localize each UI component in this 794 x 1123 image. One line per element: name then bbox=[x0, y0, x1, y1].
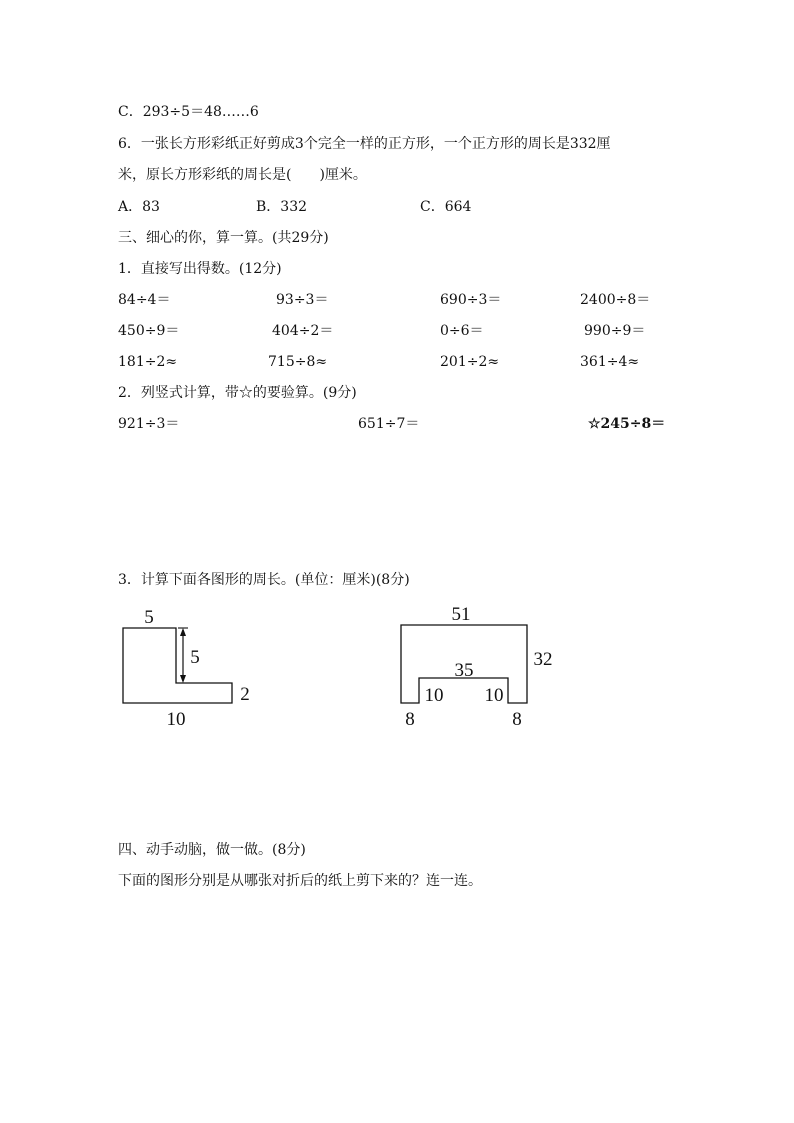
l-shape-outline bbox=[123, 628, 232, 703]
calc-item: 0÷6＝ bbox=[440, 323, 484, 339]
fig2-label-top: 51 bbox=[451, 604, 471, 625]
vertical-calc-item: 651÷7＝ bbox=[358, 416, 420, 432]
fig2-label-inner-left: 10 bbox=[424, 685, 444, 706]
fig1-label-right: 2 bbox=[240, 684, 250, 705]
calc-item: 450÷9＝ bbox=[118, 323, 180, 339]
q6-text-line1: 6．一张长方形彩纸正好剪成3个完全一样的正方形，一个正方形的周长是332厘 bbox=[118, 136, 611, 152]
calc-item: 2400÷8＝ bbox=[580, 292, 651, 308]
fig1-label-top: 5 bbox=[144, 607, 154, 628]
vertical-calc-item: 921÷3＝ bbox=[118, 416, 180, 432]
q6-text-line2: 米，原长方形彩纸的周长是( )厘米。 bbox=[118, 167, 367, 183]
q6-option-c: C．664 bbox=[420, 199, 472, 215]
part1-title: 1．直接写出得数。(12分) bbox=[118, 261, 282, 277]
fig1-label-step: 5 bbox=[190, 647, 200, 668]
calc-item: 201÷2≈ bbox=[440, 354, 500, 370]
part3-title: 3．计算下面各图形的周长。(单位：厘米)(8分) bbox=[118, 572, 410, 588]
calc-item: 93÷3＝ bbox=[276, 292, 329, 308]
part2-title: 2．列竖式计算，带☆的要验算。(9分) bbox=[118, 385, 357, 401]
q6-option-a: A．83 bbox=[118, 199, 160, 215]
figure-l-shape bbox=[0, 595, 794, 795]
q5-option-c: C．293÷5＝48……6 bbox=[118, 104, 259, 120]
calc-item: 690÷3＝ bbox=[440, 292, 502, 308]
calc-item: 715÷8≈ bbox=[268, 354, 328, 370]
q6-option-b: B．332 bbox=[256, 199, 308, 215]
vertical-calc-item-check: ☆245÷8＝ bbox=[588, 416, 666, 432]
fig1-label-bottom: 10 bbox=[166, 709, 186, 730]
fig2-label-foot-right: 8 bbox=[512, 709, 522, 730]
calc-item: 84÷4＝ bbox=[118, 292, 171, 308]
section4-title: 四、动手动脑，做一做。(8分) bbox=[118, 842, 306, 858]
calc-item: 361÷4≈ bbox=[580, 354, 640, 370]
section3-title: 三、细心的你，算一算。(共29分) bbox=[118, 230, 329, 246]
fig2-label-inner-top: 35 bbox=[454, 660, 474, 681]
arrow-head-down bbox=[180, 675, 186, 683]
arrow-head-up bbox=[180, 628, 186, 636]
calc-item: 181÷2≈ bbox=[118, 354, 178, 370]
fig2-label-inner-right: 10 bbox=[484, 685, 504, 706]
calc-item: 990÷9＝ bbox=[584, 323, 646, 339]
fig2-label-foot-left: 8 bbox=[405, 709, 415, 730]
section4-instruction: 下面的图形分别是从哪张对折后的纸上剪下来的？连一连。 bbox=[118, 873, 482, 889]
fig2-label-height: 32 bbox=[533, 649, 553, 670]
calc-item: 404÷2＝ bbox=[272, 323, 334, 339]
